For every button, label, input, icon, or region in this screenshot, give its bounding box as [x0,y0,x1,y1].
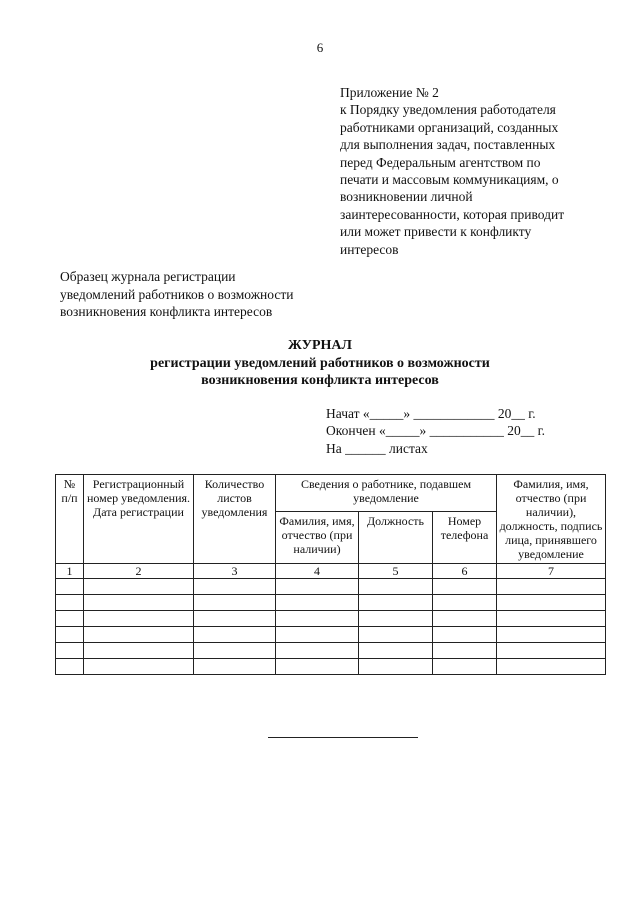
table-cell [359,659,433,675]
table-cell [84,643,194,659]
appendix-line: к Порядку уведомления работодателя [340,102,556,118]
table-cell [497,643,606,659]
table-cell [497,595,606,611]
column-number: 4 [276,564,359,579]
column-number: 3 [194,564,276,579]
table-cell [359,627,433,643]
table-cell [84,579,194,595]
table-cell [194,579,276,595]
table-cell [194,611,276,627]
column-number-row [56,564,606,579]
table-row [56,643,606,659]
table-cell [56,627,84,643]
journal-title-line: регистрации уведомлений работников о возможности [150,355,490,371]
table-row [56,659,606,675]
bottom-rule [268,737,418,738]
table-cell [359,611,433,627]
sheet-count: На ______ листах [326,440,428,456]
header-sheet-count: Количество листов уведомления [194,475,276,564]
table-cell [84,595,194,611]
column-number: 7 [497,564,606,579]
table-cell [56,659,84,675]
table-cell [56,611,84,627]
journal-title-line: ЖУРНАЛ [288,338,352,353]
table-row [56,627,606,643]
table-cell [56,579,84,595]
appendix-line: перед Федеральным агентством по [340,154,541,170]
table-cell [276,595,359,611]
table-cell [359,595,433,611]
header-employee-info: Сведения о работнике, подавшем уведомление [276,475,497,512]
table-cell [276,643,359,659]
sample-caption-line: Образец журнала регистрации [60,269,236,284]
table-row [56,611,606,627]
appendix-line: Приложение № 2 [340,85,439,100]
date-started: Начат «_____» ____________ 20__ г. [326,406,536,421]
header-row [56,475,606,512]
table-cell [497,579,606,595]
sample-caption-line: уведомлений работников о возможности [60,286,294,302]
registration-table [55,474,606,675]
table-cell [359,643,433,659]
table-cell [276,579,359,595]
journal-title [0,337,640,390]
page-number: 6 [316,40,324,55]
header-registration: Регистрационный номер уведомления. Дата регистрации [84,475,194,564]
column-number: 5 [359,564,433,579]
header-receiver: Фамилия, имя, отчество (при наличии), должность, подпись лица, принявшего уведомление [497,475,606,564]
header-phone: Номер телефона [433,511,497,563]
empty-rows [56,579,606,675]
table-row [56,579,606,595]
header-full-name: Фамилия, имя, отчество (при наличии) [276,511,359,563]
appendix-line: работниками организаций, созданных [340,119,559,135]
column-number: 6 [433,564,497,579]
header-number: № п/п [56,475,84,564]
table-cell [276,611,359,627]
table-cell [433,643,497,659]
journal-title-line: возникновения конфликта интересов [201,373,439,388]
column-number: 2 [84,564,194,579]
table-cell [433,611,497,627]
table-cell [433,595,497,611]
appendix-line: интересов [340,241,399,257]
journal-dates [326,405,545,457]
appendix-block [340,84,610,258]
table-cell [497,659,606,675]
table-cell [433,659,497,675]
appendix-line: или может привести к конфликту [340,224,532,240]
appendix-line: печати и массовым коммуникациям, о [340,172,559,188]
table-row [56,595,606,611]
table-cell [194,627,276,643]
appendix-line: для выполнения задач, поставленных [340,137,556,153]
table-cell [56,595,84,611]
column-number: 1 [56,564,84,579]
table-cell [497,627,606,643]
table-cell [84,627,194,643]
table-cell [276,627,359,643]
table-cell [84,659,194,675]
sample-caption-line: возникновения конфликта интересов [60,304,273,319]
table-cell [194,659,276,675]
table-cell [194,643,276,659]
table-cell [433,579,497,595]
table-cell [84,611,194,627]
table-cell [194,595,276,611]
table-cell [56,643,84,659]
table-cell [433,627,497,643]
header-position: Должность [359,511,433,563]
table-cell [497,611,606,627]
table-cell [276,659,359,675]
date-ended: Окончен «_____» ___________ 20__ г. [326,423,545,439]
appendix-line: заинтересованности, которая приводит [340,206,565,222]
appendix-line: возникновении личной [340,189,473,205]
table-cell [359,579,433,595]
sample-caption [60,268,293,321]
